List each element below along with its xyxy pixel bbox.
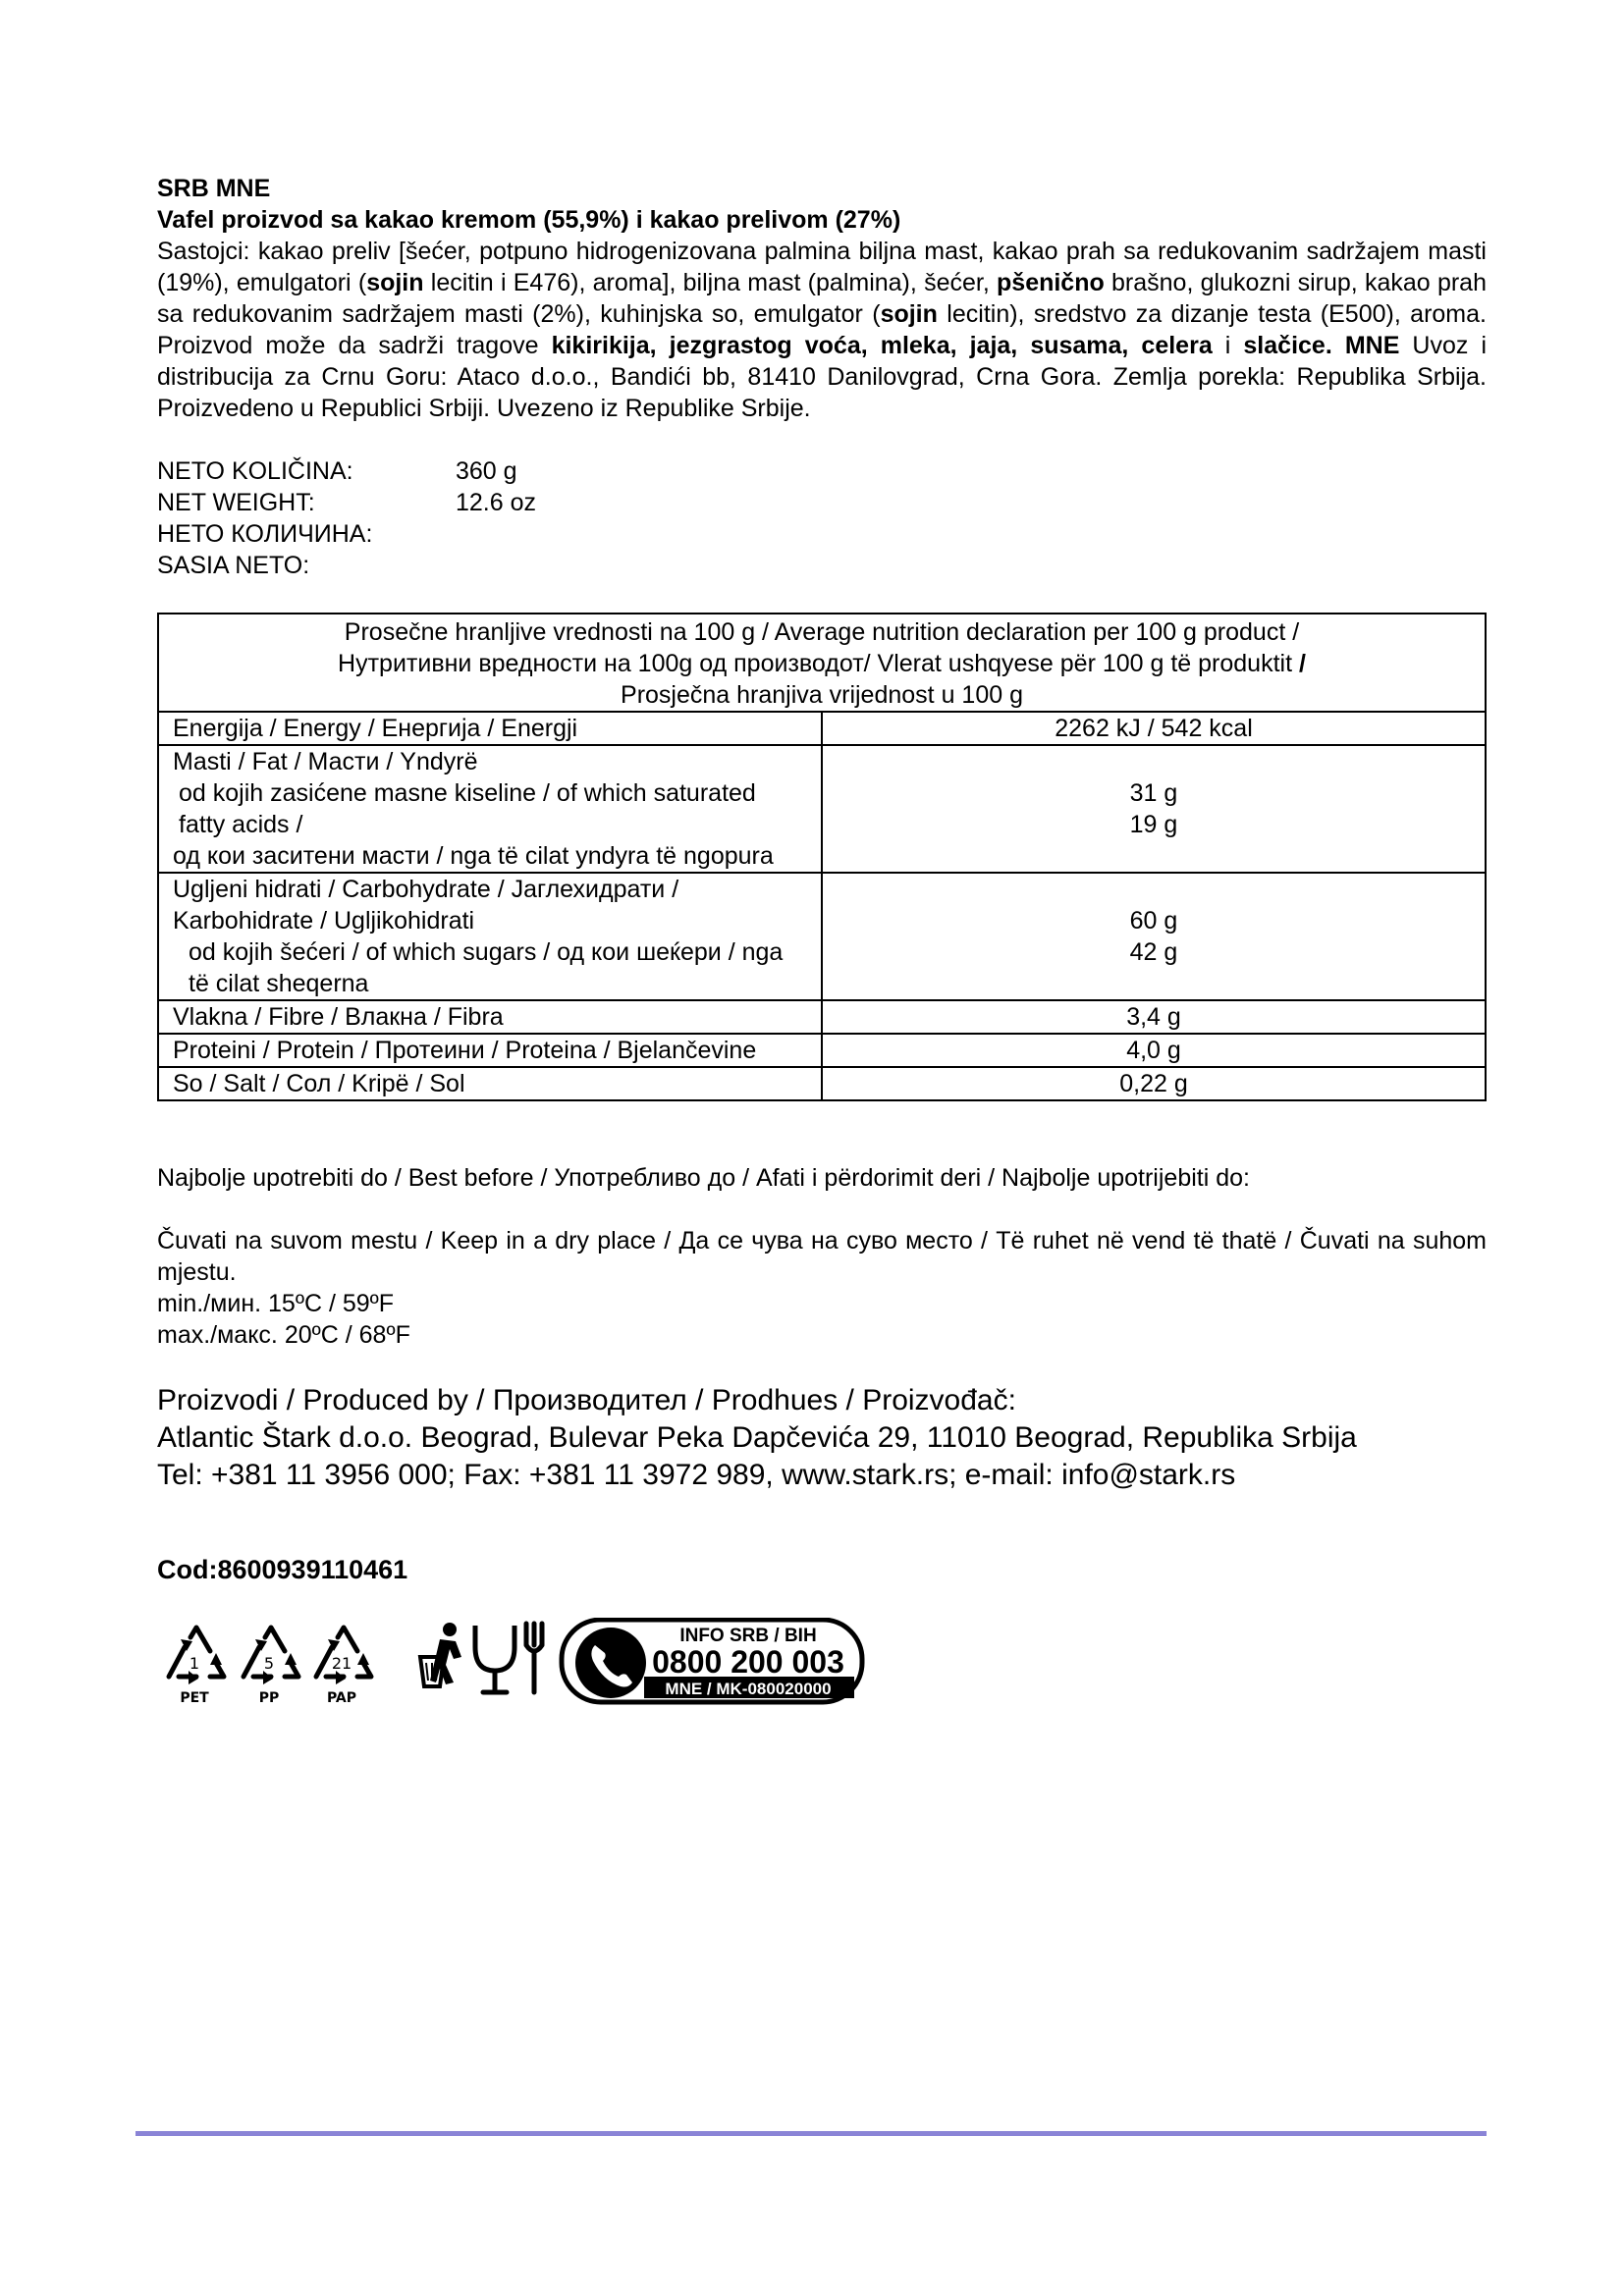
ingredients-paragraph bbox=[157, 236, 1487, 424]
net-weight-row bbox=[157, 518, 1487, 550]
nutrition-header-line bbox=[173, 648, 1471, 679]
badge-phone-number: 0800 200 003 bbox=[652, 1644, 844, 1680]
nutrient-value-cell bbox=[822, 712, 1486, 745]
nutrient-subname: од кои заситени масти / nga të cilat yndyra të ngopura bbox=[173, 842, 774, 870]
tidyman-icon bbox=[420, 1623, 461, 1686]
markets-heading: SRB MNE bbox=[157, 175, 271, 202]
table-row bbox=[158, 745, 1486, 873]
net-weight-value: 12.6 oz bbox=[456, 489, 537, 516]
nutrient-value: 60 g bbox=[1129, 907, 1178, 934]
recycle-label: PP bbox=[258, 1690, 280, 1706]
net-weight-label: NET WEIGHT: bbox=[157, 489, 315, 516]
net-weight-label: НЕТО КОЛИЧИНА: bbox=[157, 520, 373, 548]
glass-fork-icon bbox=[475, 1624, 542, 1692]
nutrition-table bbox=[157, 613, 1487, 1101]
ingredients-text: lecitin), sredstvo za dizanje testa (E500), aroma. Proizvod može da sadrži tragove bbox=[157, 300, 1487, 359]
ingredients-text: Uvoz i distribucija za Crnu Goru: Ataco d.o.o., Bandići bb, 81410 Danilovgrad, Crna Gora. Zemlja porekla: Republika Srbija. Proizvedeno u Republici Srbiji. Uvezeno iz Republike Srbije. bbox=[157, 332, 1488, 422]
footer-divider bbox=[135, 2131, 1487, 2136]
storage-min-temp: min./мин. 15ºC / 59ºF bbox=[157, 1290, 395, 1317]
producer-contact: Tel: +381 11 3956 000; Fax: +381 11 3972 989, www.stark.rs; e-mail: info@stark.rs bbox=[157, 1459, 1236, 1491]
nutrient-value: 4,0 g bbox=[1126, 1037, 1181, 1064]
nutrient-name: Masti / Fat / Масти / Yndyrë bbox=[173, 748, 478, 775]
allergen: pšenično bbox=[997, 269, 1105, 296]
nutrition-header-line: Prosječna hranjiva vrijednost u 100 g bbox=[621, 681, 1023, 709]
table-row bbox=[158, 873, 1486, 1000]
net-weight-label: NETO KOLIČINA: bbox=[157, 457, 353, 485]
nutrition-header-slash: / bbox=[1298, 650, 1306, 677]
nutrient-name: Energija / Energy / Енергија / Energji bbox=[173, 715, 578, 742]
nutrient-value-cell bbox=[822, 1034, 1486, 1067]
nutrient-value-cell bbox=[822, 1067, 1486, 1100]
net-weight-value: 360 g bbox=[456, 457, 517, 485]
table-row bbox=[158, 712, 1486, 745]
nutrient-name-cell bbox=[158, 1034, 822, 1067]
recycle-number: 1 bbox=[189, 1654, 200, 1673]
nutrient-value: 0,22 g bbox=[1119, 1070, 1188, 1097]
allergen: sojin bbox=[880, 300, 938, 328]
nutrient-value-cell bbox=[822, 745, 1486, 873]
nutrient-name: So / Salt / Сол / Kripë / Sol bbox=[173, 1070, 465, 1097]
producer-block bbox=[157, 1382, 1487, 1494]
nutrient-value: 42 g bbox=[1129, 938, 1178, 966]
nutrient-name: Proteini / Protein / Протеини / Proteina / Bjelančevine bbox=[173, 1037, 757, 1064]
nutrient-value: 3,4 g bbox=[1126, 1003, 1181, 1031]
nutrient-value: 31 g bbox=[1129, 779, 1178, 807]
recycle-label: PAP bbox=[326, 1690, 357, 1706]
nutrient-name-cell bbox=[158, 712, 822, 745]
product-title: Vafel proizvod sa kakao kremom (55,9%) i kakao prelivom (27%) bbox=[157, 206, 901, 234]
ingredients-text: i bbox=[1212, 332, 1244, 359]
nutrient-subname: od kojih zasićene masne kiseline / of which saturated fatty acids / bbox=[179, 779, 756, 838]
nutrient-value: 2262 kJ / 542 kcal bbox=[1055, 715, 1253, 742]
nutrient-value-cell bbox=[822, 1000, 1486, 1034]
nutrition-header-line: Prosečne hranljive vrednosti na 100 g / Average nutrition declaration per 100 g product / bbox=[344, 618, 1300, 646]
nutrient-name-cell bbox=[158, 873, 822, 1000]
nutrient-name: Ugljeni hidrati / Carbohydrate / Јаглехидрати / Karbohidrate / Ugljikohidrati bbox=[173, 876, 679, 934]
net-weight-row bbox=[157, 550, 1487, 581]
label-document bbox=[157, 173, 1487, 1585]
nutrient-value: 19 g bbox=[1129, 811, 1178, 838]
ingredients-text: brašno, glukozni sirup, kakao prah sa redukovanim sadržajem masti (2%), kuhinjska so, emulgator ( bbox=[157, 269, 1487, 328]
nutrient-name: Vlakna / Fibre / Влакна / Fibra bbox=[173, 1003, 504, 1031]
allergen: kikirikija, jezgrastog voća, mleka, jaja, susama, celera bbox=[551, 332, 1213, 359]
producer-address: Atlantic Štark d.o.o. Beograd, Bulevar Peka Dapčevića 29, 11010 Beograd, Republika Srbija bbox=[157, 1421, 1357, 1454]
nutrient-subname: od kojih šećeri / of which sugars / од кои шеќери / nga të cilat sheqerna bbox=[189, 938, 784, 997]
nutrition-header-cell bbox=[158, 614, 1486, 712]
net-weight-row bbox=[157, 455, 1487, 487]
nutrient-name-cell bbox=[158, 1000, 822, 1034]
storage-max-temp: max./макс. 20ºC / 68ºF bbox=[157, 1321, 410, 1349]
nutrient-value-cell bbox=[822, 873, 1486, 1000]
producer-heading: Proizvodi / Produced by / Производител / Prodhues / Proizvođač: bbox=[157, 1384, 1016, 1416]
badge-line3: MNE / MK-080020000 bbox=[665, 1680, 832, 1698]
nutrient-name-cell bbox=[158, 745, 822, 873]
net-weight-row bbox=[157, 487, 1487, 518]
table-row bbox=[158, 1067, 1486, 1100]
ingredients-text: Sastojci: kakao preliv [šećer, potpuno hidrogenizovana palmina biljna mast, kakao prah sa redukovanim sadržajem masti (19%), emulgatori ( bbox=[157, 238, 1487, 296]
nutrition-header-text: Нутритивни вредности на 100g од производот/ Vlerat ushqyese për 100 g të produktit bbox=[338, 650, 1299, 677]
nutrient-name-cell bbox=[158, 1067, 822, 1100]
pictograms-svg bbox=[159, 1618, 905, 1726]
recycle-pet-icon bbox=[169, 1628, 224, 1706]
recycle-pp-icon bbox=[244, 1628, 298, 1706]
recycle-number: 5 bbox=[263, 1654, 275, 1673]
badge-line1: INFO SRB / BIH bbox=[679, 1626, 817, 1646]
info-phone-badge bbox=[562, 1620, 862, 1702]
recycle-number: 21 bbox=[331, 1654, 352, 1673]
table-row bbox=[158, 1034, 1486, 1067]
pictogram-row bbox=[159, 1618, 905, 1726]
net-weight-label: SASIA NETO: bbox=[157, 552, 310, 579]
nutrition-table-header bbox=[158, 614, 1486, 712]
ingredients-text: lecitin i E476), aroma], biljna mast (palmina), šećer, bbox=[423, 269, 998, 296]
allergen: slačice. MNE bbox=[1243, 332, 1400, 359]
product-code: Cod:8600939110461 bbox=[157, 1555, 408, 1584]
recycle-pap-icon bbox=[316, 1628, 371, 1706]
allergen: sojin bbox=[366, 269, 424, 296]
storage-instructions: Čuvati na suvom mestu / Keep in a dry place / Да се чува на суво место / Të ruhet në vend të thatë / Čuvati na suhom mjestu. bbox=[157, 1227, 1487, 1286]
table-row bbox=[158, 1000, 1486, 1034]
net-weight-block bbox=[157, 455, 1487, 581]
best-before: Najbolje upotrebiti do / Best before / Употребливо до / Afati i përdorimit deri / Najbolje upotrijebiti do: bbox=[157, 1164, 1250, 1192]
recycle-label: PET bbox=[180, 1690, 209, 1706]
